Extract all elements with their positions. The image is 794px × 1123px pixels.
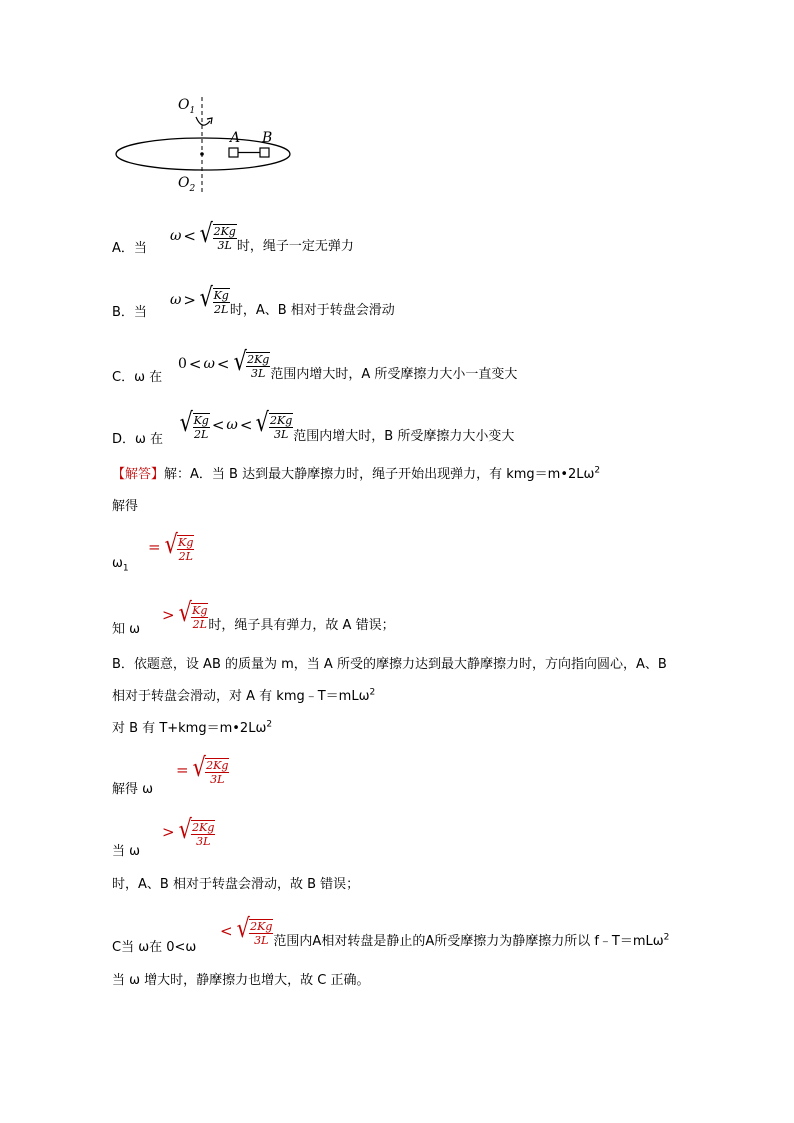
option-d-prefix: D．ω 在 bbox=[112, 432, 164, 447]
option-c-math: 0 < ω < √ $\frac{2Kg}{3L}$ 范围内增大时，A 所受摩擦力大小一直变大 bbox=[178, 346, 518, 382]
solution-line-5: 相对于转盘会滑动，对 A 有 kmg﹣T＝mLω$^2$ bbox=[112, 687, 376, 704]
option-b-prefix: B．当 bbox=[112, 305, 147, 320]
solution-line-1: 【解答】解：A．当 B 达到最大静摩擦力时，绳子开始出现弹力，有 $kmg=m•2L\omega^2$ bbox=[112, 465, 601, 482]
solution-line-8-prefix: 当 ω bbox=[112, 844, 141, 859]
solution-line-7-prefix: 解得 ω bbox=[112, 782, 154, 797]
block-a bbox=[229, 148, 238, 157]
option-a-math: ω < √ $\frac{2Kg}{3L}$ 时，绳子一定无弹力 bbox=[170, 218, 354, 254]
solution-line-10-math: < √ $\frac{2Kg}{3L}$ 范围内A相对转盘是静止的A所受摩擦力为静摩擦力所以 f﹣T＝mLω$^2$ bbox=[220, 913, 670, 949]
solution-line-4: B．依题意，设 AB 的质量为 m，当 A 所受的摩擦力达到最大静摩擦力时，方向指向圆心，A、B bbox=[112, 657, 667, 672]
label-b: B bbox=[262, 130, 273, 146]
option-b-math: ω > √ $\frac{Kg}{2L}$ 时，A、B 相对于转盘会滑动 bbox=[170, 282, 395, 318]
turntable-diagram bbox=[110, 95, 300, 195]
solution-tag: 【解答】 bbox=[112, 467, 165, 482]
label-o2: $O_2$ bbox=[178, 175, 196, 194]
block-b bbox=[260, 148, 269, 157]
solution-line-7-math: = √ $\frac{2Kg}{3L}$ bbox=[176, 753, 229, 786]
option-d-math: √ $\frac{Kg}{2L}$ < ω < √ $\frac{2Kg}{3L}$ 范围内增大时，B 所受摩擦力大小变大 bbox=[179, 407, 515, 444]
solution-line-8-math: > √ $\frac{2Kg}{3L}$ bbox=[162, 815, 215, 848]
option-c-prefix: C．ω 在 bbox=[112, 370, 163, 385]
solution-line-3-math: > √ $\frac{Kg}{2L}$ 时，绳子具有弹力，故 A 错误； bbox=[162, 597, 395, 633]
label-o1: $O_1$ bbox=[178, 97, 196, 116]
omega1-label: $\omega_1$ bbox=[112, 556, 129, 574]
axis-center bbox=[200, 152, 204, 156]
solution-line-11: 当 ω 增大时，静摩擦力也增大，故 C 正确。 bbox=[112, 973, 370, 988]
solution-line-2: 解得 bbox=[112, 499, 139, 514]
solution-line-10-prefix: C当 ω在 0<ω bbox=[112, 940, 197, 955]
solution-line-9: 时，A、B 相对于转盘会滑动，故 B 错误； bbox=[112, 877, 360, 892]
option-a-prefix: A．当 bbox=[112, 241, 147, 256]
omega1-value: = √ $\frac{Kg}{2L}$ bbox=[148, 530, 194, 563]
label-a: A bbox=[230, 130, 241, 146]
solution-line-3-prefix: 知 ω bbox=[112, 622, 141, 637]
solution-line-6: 对 B 有 $T+kmg=m•2L\omega^2$ bbox=[112, 719, 273, 736]
